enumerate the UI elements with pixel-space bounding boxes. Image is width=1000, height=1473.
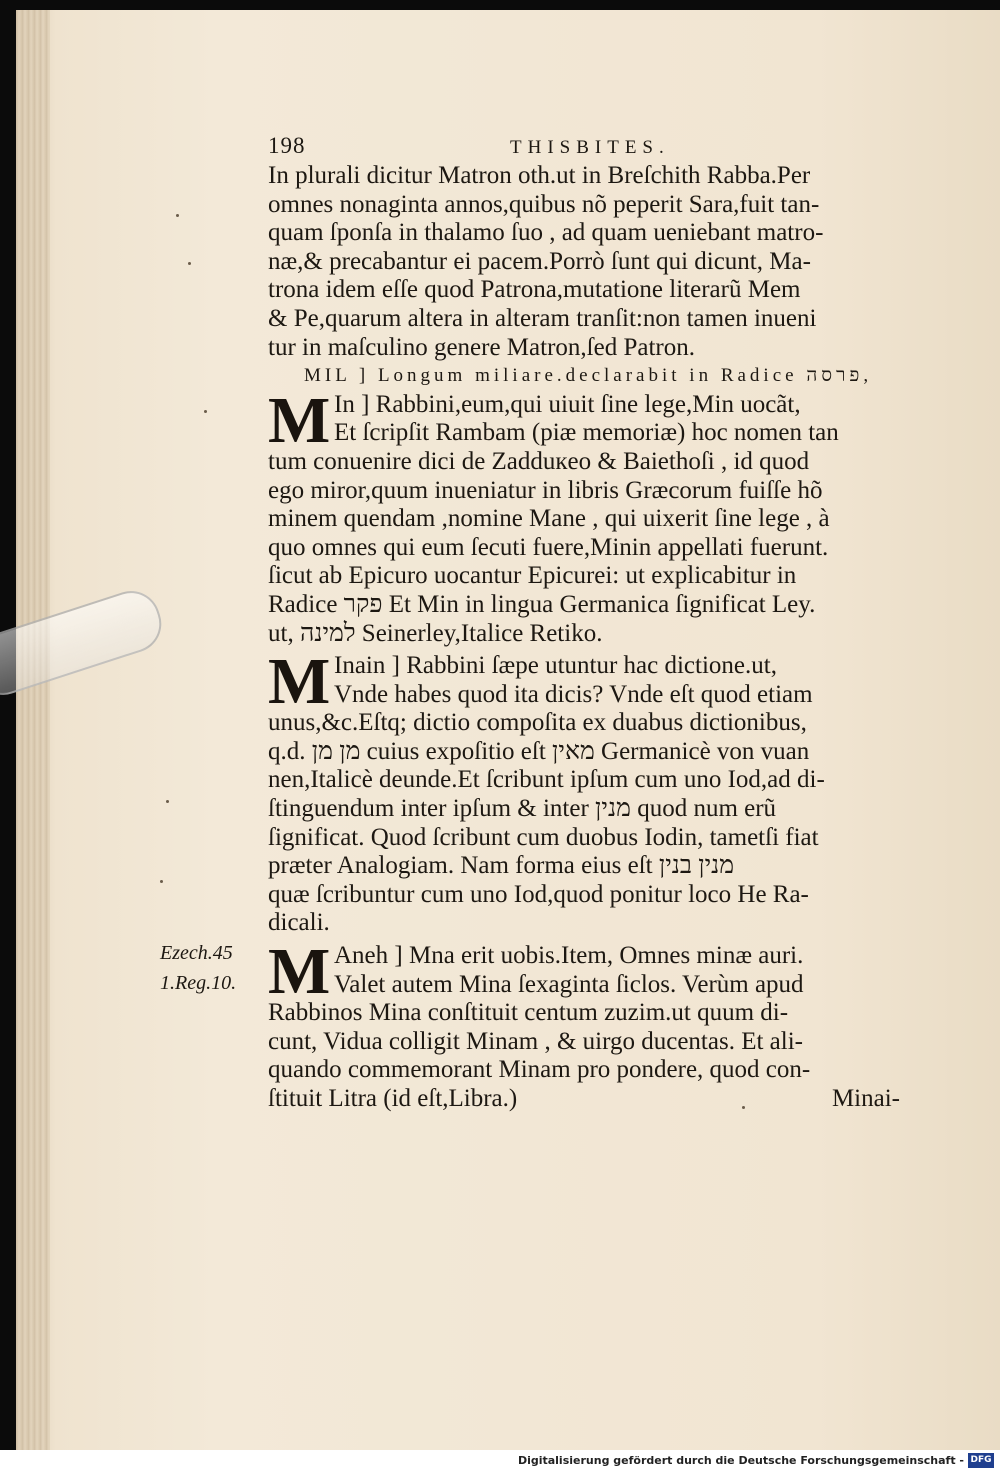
text-line: quam ſponſa in thalamo ſuo , ad quam ueniebant matro-: [268, 219, 824, 247]
text-line: Radice פקר Et Min in lingua Germanica ſignificat Ley.: [268, 590, 816, 618]
text-line: quæ ſcribuntur cum uno Iod,quod ponitur loco He Ra-: [268, 880, 809, 908]
text-line: [268, 1085, 928, 1114]
text-line: ut, למינה Seinerley,Italice Retiko.: [268, 619, 603, 647]
page-number: 198: [268, 133, 306, 158]
ink-speck: [176, 214, 179, 217]
entry-min: [268, 383, 928, 457]
text-line: q.d. מן מן cuius expoſitio eſt מאין Germanicè von vuan: [268, 737, 810, 765]
text-line: In ] Rabbini,eum,qui uiuit ſine lege,Min uocãt,: [334, 390, 801, 418]
footer-bar: [0, 1450, 1000, 1473]
text-line: Aneh ] Mna erit uobis.Item, Omnes minæ auri.: [334, 942, 804, 970]
text-line: ſignificat. Quod ſcribunt cum duobus Iodin, tametſi fiat: [268, 823, 819, 851]
dfg-logo-icon: DFG: [968, 1453, 994, 1468]
catchword: Minai-: [831, 1085, 900, 1112]
text-line: omnes nonaginta annos,quibus nõ peperit Sara,fuit tan-: [268, 190, 820, 218]
ink-speck: [188, 262, 191, 265]
text-line: ego miror,quum inueniatur in libris Græcorum fuiſſe hõ: [268, 476, 823, 504]
page-edges: [16, 10, 50, 1450]
text-line: præter Analogiam. Nam forma eius eſt מנין בנין: [268, 852, 735, 880]
text-line: næ,& precabantur ei pacem.Porrò ſunt qui dicunt, Ma-: [268, 247, 811, 275]
ink-speck: [166, 800, 169, 803]
entry-heading: MIL ] Longum miliare.declarabit in Radice פרסה,: [304, 365, 873, 387]
drop-capital: M: [268, 383, 331, 457]
text-line: Vnde habes quod ita dicis? Vnde eſt quod etiam: [334, 680, 813, 708]
text-line: tum conuenire dici de Zadduкeo & Baiethoſi , id quod: [268, 447, 810, 475]
text-line-content: ſtituit Litra (id eſt,Libra.): [268, 1085, 518, 1112]
text-line: quando commemorant Minam pro pondere, quod con-: [268, 1056, 811, 1084]
text-line: trona idem eſſe quod Patrona,mutatione literarũ Mem: [268, 276, 801, 304]
text-line: cunt, Vidua colligit Minam , & uirgo ducentas. Et ali-: [268, 1027, 803, 1055]
text-line: Valet autem Mina ſexaginta ſiclos. Verùm apud: [334, 970, 804, 998]
text-line: ſicut ab Epicuro uocantur Epicurei: ut explicabitur in: [268, 562, 797, 590]
text-line: Rabbinos Mina conſtituit centum zuzim.ut quum di-: [268, 999, 789, 1027]
marginal-note: Ezech.45: [160, 942, 233, 964]
funding-credit: Digitalisierung gefördert durch die Deutsche Forschungsgemeinschaft -: [517, 1454, 964, 1467]
text-line: nen,Italicè deunde.Et ſcribunt ipſum cum uno Iod,ad di-: [268, 766, 825, 794]
text-line: unus,&c.Eſtq; dictio compoſita ex duabus dictionibus,: [268, 709, 807, 737]
ink-speck: [160, 880, 163, 883]
marginal-note: 1.Reg.10.: [160, 972, 237, 994]
drop-capital: M: [268, 645, 331, 719]
running-title: THISBITES.: [510, 137, 670, 158]
page-text: [268, 128, 928, 1114]
text-line: minem quendam ,nomine Mane , qui uixerit ſine lege , à: [268, 505, 830, 533]
text-line: & Pe,quarum altera in alteram tranſit:non tamen inueni: [268, 304, 817, 332]
text-line: In plurali dicitur Matron oth.ut in Breſchith Rabba.Per: [268, 162, 811, 189]
entry-maneh: [268, 935, 928, 1009]
ink-speck: [204, 410, 207, 413]
drop-capital: M: [268, 935, 331, 1009]
text-line: Et ſcripſit Rambam (piæ memoriæ) hoc nomen tan: [334, 419, 839, 447]
text-line: dicali.: [268, 909, 330, 937]
text-line: tur in maſculino genere Matron,ſed Patron.: [268, 333, 695, 361]
text-line: Inain ] Rabbini ſæpe utuntur hac dictione.ut,: [334, 652, 777, 680]
text-line: ſtinguendum inter ipſum & inter מנין quod num erũ: [268, 795, 777, 823]
entry-minain: [268, 645, 928, 719]
text-line: quo omnes qui eum ſecuti fuere,Minin appellati fuerunt.: [268, 533, 829, 561]
page-header: [268, 128, 928, 162]
